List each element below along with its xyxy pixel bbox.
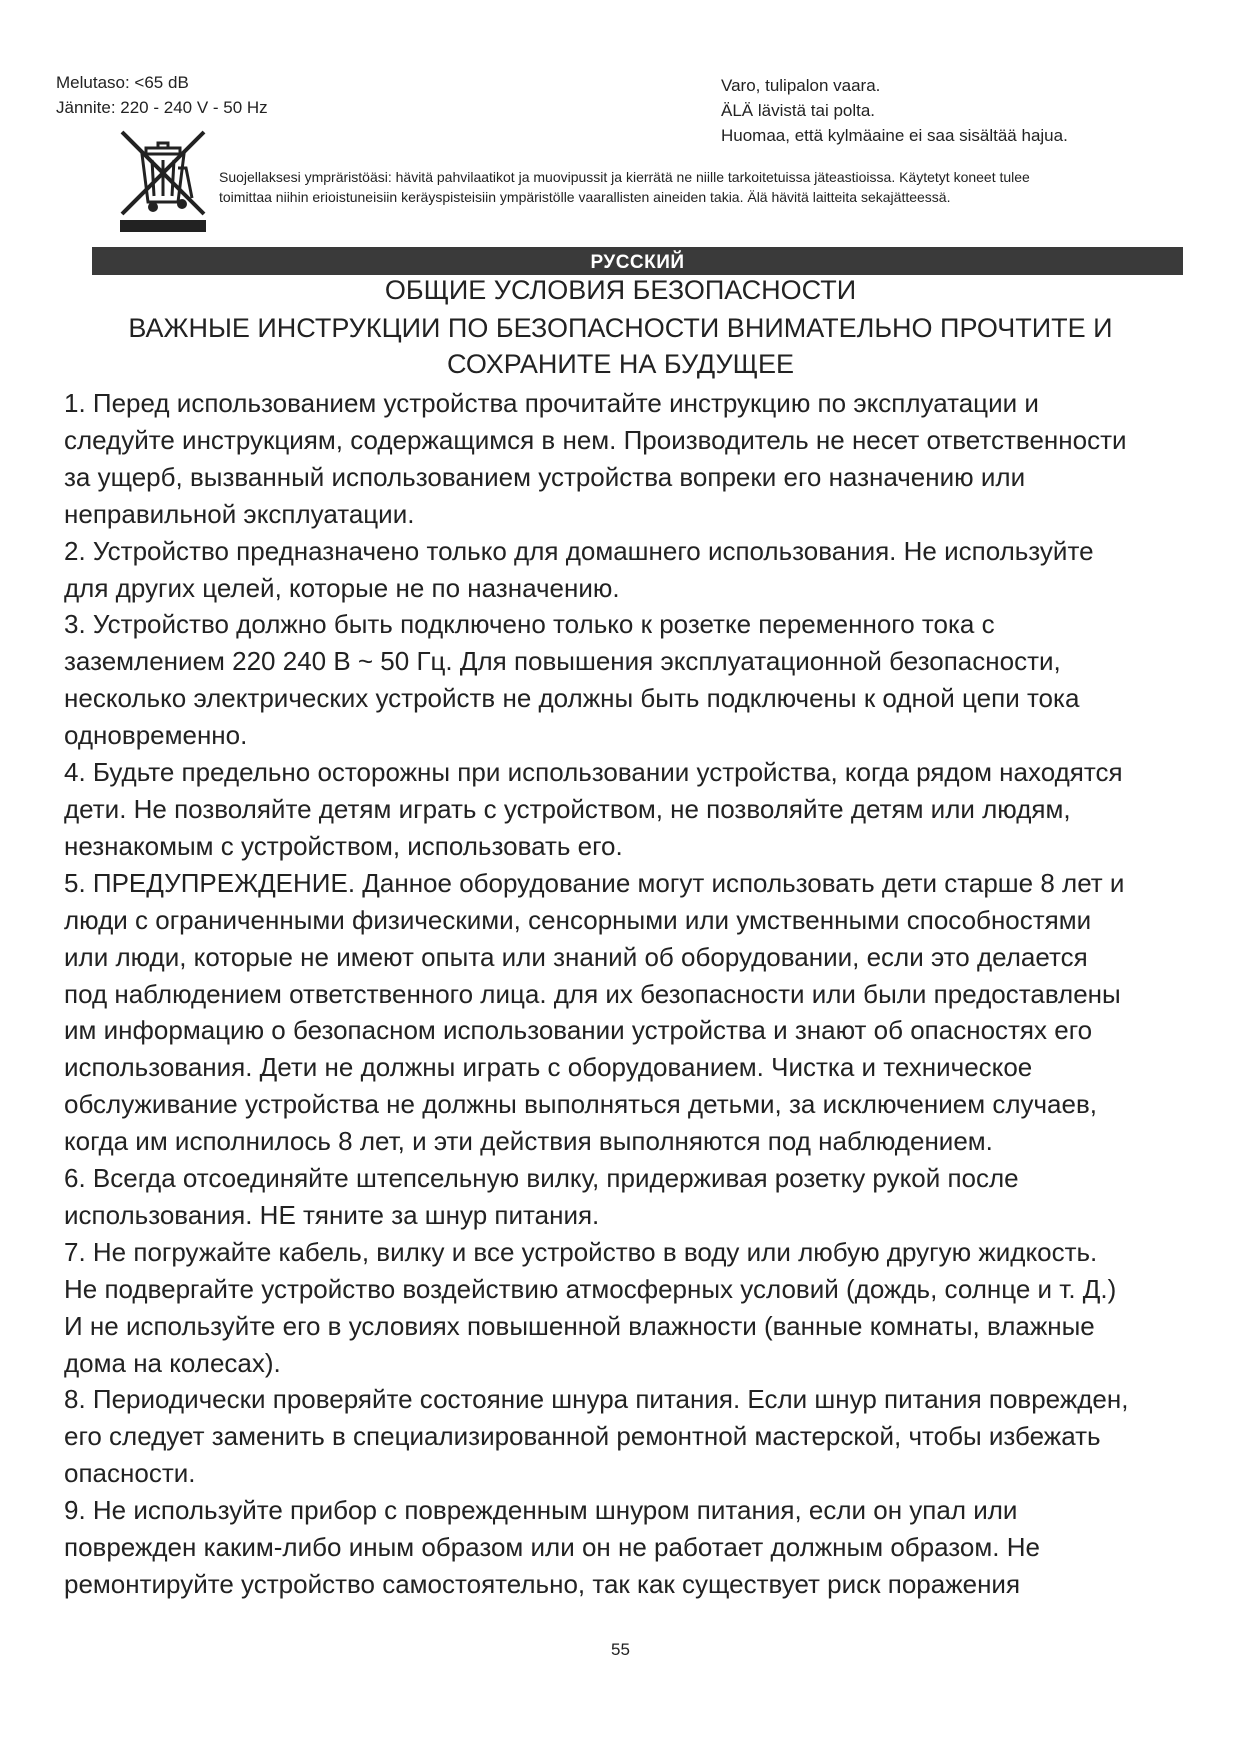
language-bar: РУССКИЙ xyxy=(92,247,1183,275)
instruction-line: 8. Периодически проверяйте состояние шнура питания. Если шнур питания поврежден, xyxy=(64,1384,1129,1415)
instruction-line: незнакомым с устройством, использовать его. xyxy=(64,830,623,861)
instruction-line: для других целей, которые не по назначению. xyxy=(64,572,620,603)
instruction-line: 6. Всегда отсоединяйте штепсельную вилку, придерживая розетку рукой после xyxy=(64,1163,1019,1194)
instruction-line: 9. Не используйте прибор с поврежденным шнуром питания, если он упал или xyxy=(64,1495,1018,1526)
instruction-line: им информацию о безопасном использовании устройства и знают об опасностях его xyxy=(64,1015,1093,1046)
instruction-line: 4. Будьте предельно осторожны при использовании устройства, когда рядом находятся xyxy=(64,757,1123,788)
instruction-item-1 xyxy=(64,385,1194,533)
instruction-line: его следует заменить в специализированной ремонтной мастерской, чтобы избежать xyxy=(64,1421,1101,1452)
section-subtitle xyxy=(0,310,1241,382)
instruction-line: заземлением 220 240 В ~ 50 Гц. Для повышения эксплуатационной безопасности, xyxy=(64,646,1061,677)
instruction-line: несколько электрических устройств не должны быть подключены к одной цепи тока xyxy=(64,683,1080,714)
recycling-note-line: Suojellaksesi ympräristöäsi: hävitä pahvilaatikot ja muovipussit ja kierrätä ne niille tarkoitetuissa jäteastioissa. Käytetyt koneet tulee xyxy=(219,169,1030,185)
instruction-line: 2. Устройство предназначено только для домашнего использования. Не используйте xyxy=(64,535,1094,566)
page-number: 55 xyxy=(611,1640,630,1659)
instruction-line: 1. Перед использованием устройства прочитайте инструкцию по эксплуатации и xyxy=(64,388,1039,418)
instruction-line: одновременно. xyxy=(64,720,248,751)
instruction-line: 7. Не погружайте кабель, вилку и все устройство в воду или любую другую жидкость. xyxy=(64,1236,1098,1267)
instruction-item-7 xyxy=(64,1234,1194,1382)
recycling-note-line: toimittaa niihin erioistuneisiin keräyspisteisiin ympäristölle vaarallisten aineiden takia. Älä hävitä laitteita sekajätteessä. xyxy=(219,189,951,205)
instruction-item-8 xyxy=(64,1381,1194,1492)
instruction-line: или люди, которые не имеют опыта или знаний об оборудовании, если это делается xyxy=(64,941,1088,972)
noise-level-text: Melutaso: <65 dB xyxy=(56,73,189,92)
safety-instructions xyxy=(64,385,1194,1603)
instruction-line: поврежден каким-либо иным образом или он не работает должным образом. Не xyxy=(64,1532,1040,1563)
section-title: ОБЩИЕ УСЛОВИЯ БЕЗОПАСНОСТИ xyxy=(384,275,857,305)
subtitle-line: ВАЖНЫЕ ИНСТРУКЦИИ ПО БЕЗОПАСНОСТИ ВНИМАТЕЛЬНО ПРОЧТИТЕ И xyxy=(128,313,1113,343)
instruction-line: когда им исполнилось 8 лет, и эти действия выполняются под наблюдением. xyxy=(64,1126,993,1157)
instruction-line: за ущерб, вызванный использованием устройства вопреки его назначению или xyxy=(64,461,1026,492)
instruction-line: под наблюдением ответственного лица. для их безопасности или были предоставлены xyxy=(64,978,1121,1009)
voltage-text: Jännite: 220 - 240 V - 50 Hz xyxy=(56,98,268,117)
instruction-line: люди с ограниченными физическими, сенсорными или умственными способностями xyxy=(64,904,1092,935)
instruction-line: дома на колесах). xyxy=(64,1347,281,1378)
refrigerant-note-text: Huomaa, että kylmäaine ei saa sisältää hajua. xyxy=(721,126,1068,145)
instruction-line: обслуживание устройства не должны выполняться детьми, за исключением случаев, xyxy=(64,1089,1098,1120)
instruction-item-9 xyxy=(64,1492,1194,1603)
instruction-line: опасности. xyxy=(64,1458,196,1489)
instruction-item-3 xyxy=(64,606,1194,754)
instruction-line: 3. Устройство должно быть подключено только к розетке переменного тока с xyxy=(64,609,995,640)
instruction-line: неправильной эксплуатации. xyxy=(64,498,415,529)
instruction-line: следуйте инструкциям, содержащимся в нем. Производитель не несет ответственности xyxy=(64,424,1127,455)
subtitle-line: СОХРАНИТЕ НА БУДУЩЕЕ xyxy=(447,349,794,379)
instruction-line: использования. Дети не должны играть с оборудованием. Чистка и техническое xyxy=(64,1052,1033,1083)
header-left-specs xyxy=(56,70,268,120)
instruction-item-4 xyxy=(64,754,1194,865)
instruction-line: дети. Не позволяйте детям играть с устройством, не позволяйте детям или людям, xyxy=(64,793,1071,824)
header-right-warnings xyxy=(721,73,1068,148)
recycling-note xyxy=(219,167,1199,207)
instruction-line: И не используйте его в условиях повышенной влажности (ванные комнаты, влажные xyxy=(64,1310,1095,1341)
fire-warning-text: Varo, tulipalon vaara. xyxy=(721,76,881,95)
instruction-line: Не подвергайте устройство воздействию атмосферных условий (дождь, солнце и т. Д.) xyxy=(64,1273,1117,1304)
crossed-out-wheelie-bin-icon xyxy=(118,128,208,232)
instruction-item-5 xyxy=(64,865,1194,1160)
instruction-line: использования. НЕ тяните за шнур питания. xyxy=(64,1199,600,1230)
no-pierce-warning-text: ÄLÄ lävistä tai polta. xyxy=(721,101,876,120)
instruction-line: 5. ПРЕДУПРЕЖДЕНИЕ. Данное оборудование могут использовать дети старше 8 лет и xyxy=(64,867,1125,898)
instruction-item-2 xyxy=(64,533,1194,607)
instruction-line: ремонтируйте устройство самостоятельно, так как существует риск поражения xyxy=(64,1569,1021,1599)
instruction-item-6 xyxy=(64,1160,1194,1234)
